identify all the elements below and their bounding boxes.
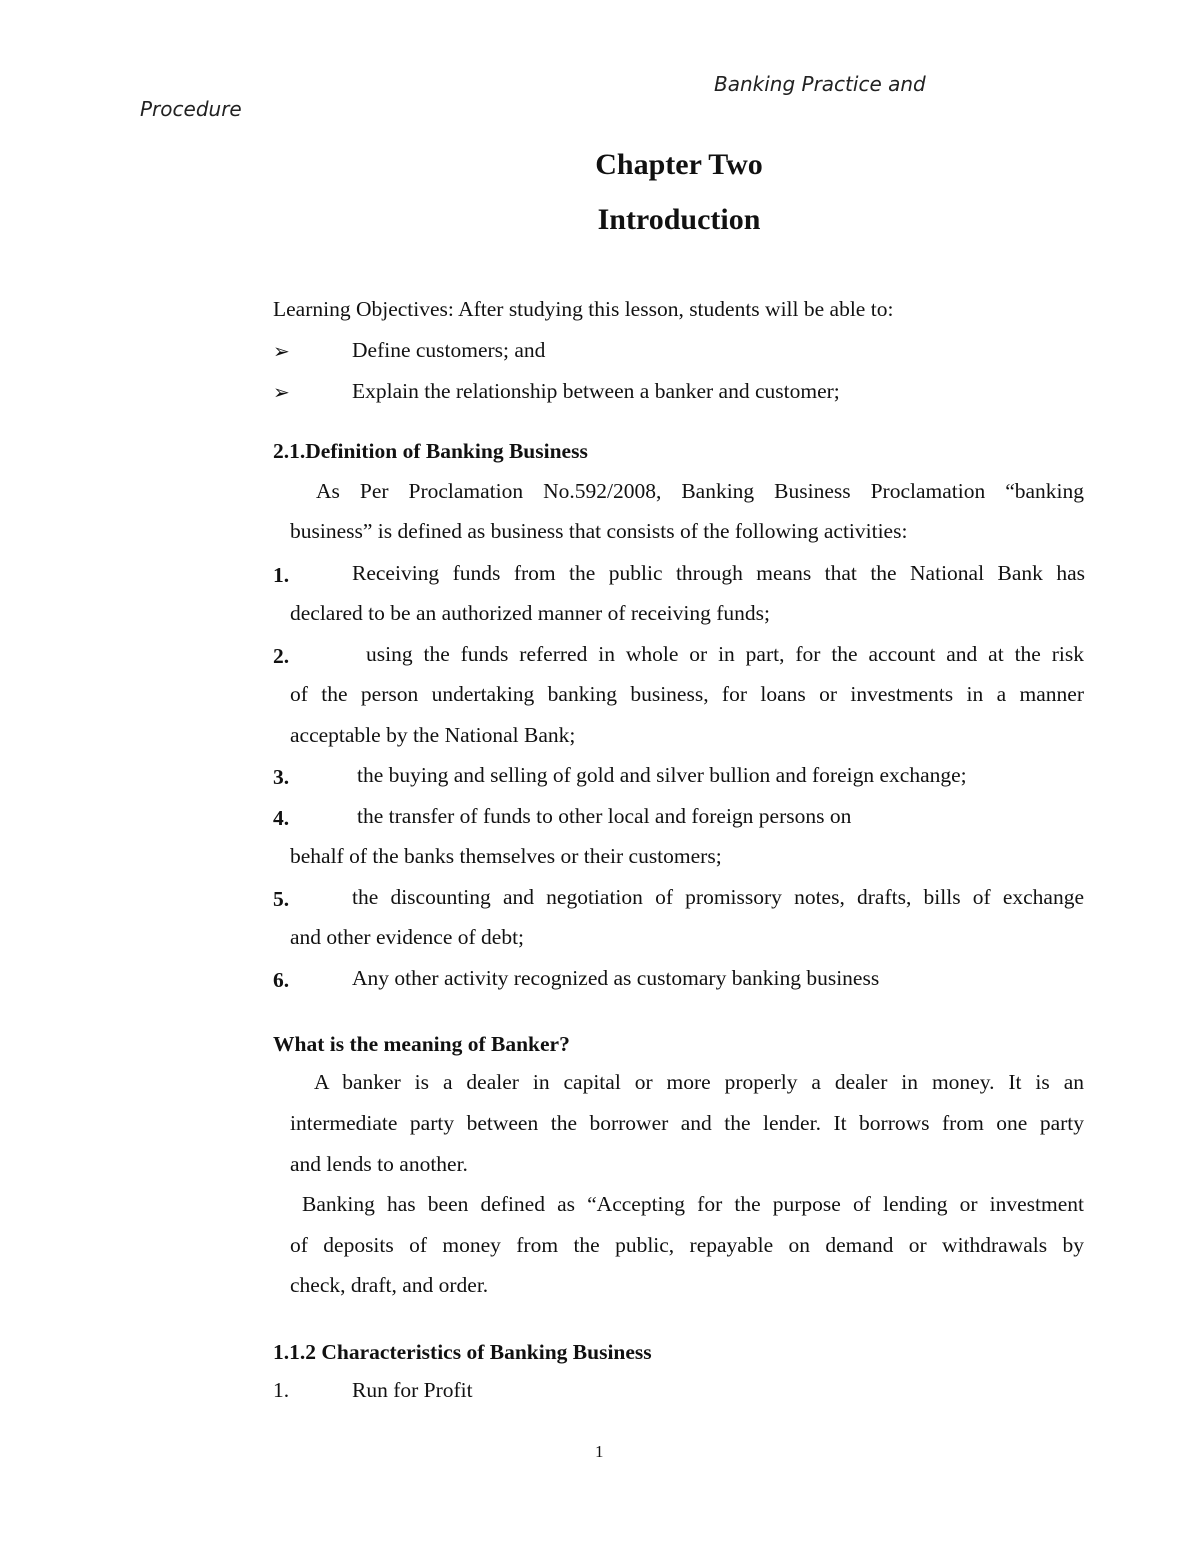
paragraph-line: A banker is a dealer in capital or more properly a dealer in money. It is an [314,1070,1084,1094]
list-number: 1. [273,1378,290,1402]
section-heading: What is the meaning of Banker? [273,1032,570,1056]
list-item-line: Any other activity recognized as customary banking business [352,966,880,990]
chapter-title: Chapter Two [595,148,763,181]
list-number: 5. [273,887,290,911]
paragraph-line: check, draft, and order. [290,1273,489,1297]
list-item-line: the transfer of funds to other local and foreign persons on [357,804,852,828]
paragraph-line: intermediate party between the borrower and the lender. It borrows from one party [290,1111,1084,1135]
objectives-intro: Learning Objectives: After studying this lesson, students will be able to: [273,297,894,321]
running-header-line1: Banking Practice and [714,72,926,96]
list-item-line: Run for Profit [352,1378,473,1402]
list-number: 1. [273,563,290,587]
objective-item: Explain the relationship between a banker and customer; [352,379,840,403]
bullet-arrow-icon: ➢ [273,339,290,363]
paragraph-line: As Per Proclamation No.592/2008, Banking Business Proclamation “banking [316,479,1084,503]
paragraph-line: and lends to another. [290,1152,468,1176]
list-number: 2. [273,644,290,668]
page-number: 1 [595,1442,604,1461]
running-header-line2: Procedure [140,97,242,121]
list-item-line: Receiving funds from the public through means that the National Bank has [352,561,1085,585]
list-item-line: declared to be an authorized manner of receiving funds; [290,601,770,625]
paragraph-line: business” is defined as business that consists of the following activities: [290,519,908,543]
list-number: 3. [273,765,290,789]
list-item-line: the discounting and negotiation of promissory notes, drafts, bills of exchange [352,885,1084,909]
list-item-line: and other evidence of debt; [290,925,525,949]
list-item-line: using the funds referred in whole or in part, for the account and at the risk [366,642,1084,666]
paragraph-line: of deposits of money from the public, repayable on demand or withdrawals by [290,1233,1084,1257]
paragraph-line: Banking has been defined as “Accepting for the purpose of lending or investment [302,1192,1084,1216]
list-number: 6. [273,968,290,992]
section-heading: 1.1.2 Characteristics of Banking Business [273,1340,652,1364]
list-number: 4. [273,806,290,830]
bullet-arrow-icon: ➢ [273,380,290,404]
chapter-subtitle: Introduction [597,203,761,236]
list-item-line: of the person undertaking banking business, for loans or investments in a manner [290,682,1084,706]
list-item-line: acceptable by the National Bank; [290,723,576,747]
list-item-line: the buying and selling of gold and silver bullion and foreign exchange; [357,763,967,787]
list-item-line: behalf of the banks themselves or their customers; [290,844,722,868]
objective-item: Define customers; and [352,338,546,362]
section-heading: 2.1.Definition of Banking Business [273,439,588,463]
